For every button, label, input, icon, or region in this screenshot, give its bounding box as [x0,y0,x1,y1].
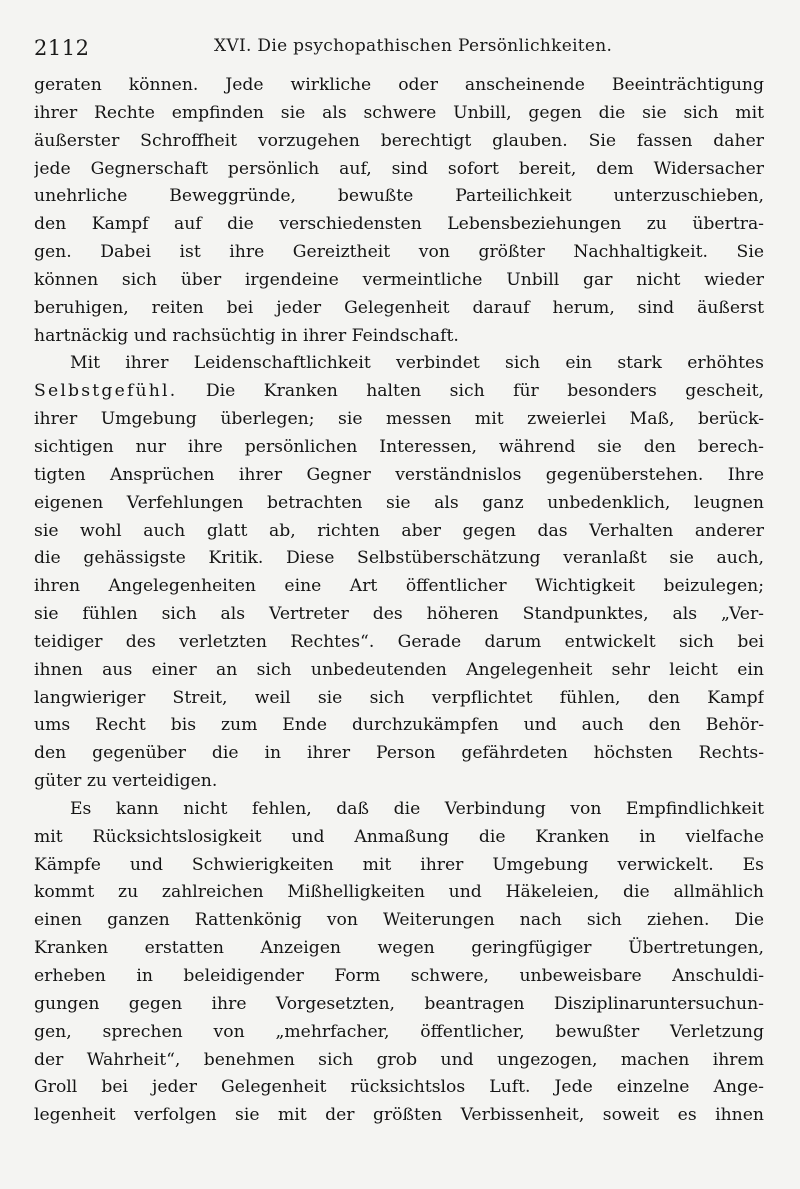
text-line: legenheit verfolgen sie mit der größten Verbissenheit, soweit es ihnen [34,1105,764,1126]
text-line: den Kampf auf die verschiedensten Lebensbeziehungen zu übertra- [34,214,764,235]
text-line: sie fühlen sich als Vertreter des höheren Standpunktes, als „Ver- [34,604,764,625]
text-line: die gehässigste Kritik. Diese Selbstüberschätzung veranlaßt sie auch, [34,548,764,569]
text-line: ihrer Rechte empfinden sie als schwere Unbill, gegen die sie sich mit [34,102,764,123]
text-line: eigenen Verfehlungen betrachten sie als ganz unbedenklich, leugnen [34,492,764,513]
text-line: langwieriger Streit, weil sie sich verpflichtet fühlen, den Kampf [34,687,764,708]
emphasized-term: Selbstgefühl. [34,381,178,402]
text-line: können sich über irgendeine vermeintliche Unbill gar nicht wieder [34,269,764,290]
paragraph-start-line: Es kann nicht fehlen, daß die Verbindung von Empfindlichkeit [70,798,764,819]
text-line: beruhigen, reiten bei jeder Gelegenheit darauf herum, sind äußerst [34,297,764,318]
text-line: gen. Dabei ist ihre Gereiztheit von größter Nachhaltigkeit. Sie [34,242,764,263]
text-line: der Wahrheit“, benehmen sich grob und ungezogen, machen ihrem [34,1049,764,1070]
text-line: äußerster Schroffheit vorzugehen berechtigt glauben. Sie fassen daher [34,130,764,151]
text-line: mit Rücksichtslosigkeit und Anmaßung die Kranken in vielfache [34,826,764,847]
text-line: Kämpfe und Schwierigkeiten mit ihrer Umgebung verwickelt. Es [34,854,764,875]
text-line: ums Recht bis zum Ende durchzukämpfen und auch den Behör- [34,715,764,736]
text-line: sichtigen nur ihre persönlichen Interessen, während sie den berech- [34,436,764,457]
text-line: unehrliche Beweggründe, bewußte Parteilichkeit unterzuschieben, [34,186,764,207]
paragraph-end-line: hartnäckig und rachsüchtig in ihrer Feindschaft. [34,325,459,346]
text-line: gungen gegen ihre Vorgesetzten, beantragen Disziplinaruntersuchun- [34,993,764,1014]
text-line-with-emphasis [34,378,764,406]
text-line: geraten können. Jede wirkliche oder anscheinende Beeinträchtigung [34,75,764,95]
paragraph-start-line: Mit ihrer Leidenschaftlichkeit verbindet sich ein stark erhöhtes [70,353,764,374]
page-header [34,34,774,62]
text-line: erheben in beleidigender Form schwere, unbeweisbare Anschuldi- [34,966,764,986]
text-line: einen ganzen Rattenkönig von Weiterungen nach sich ziehen. Die [34,910,764,931]
text-line: teidiger des verletzten Rechtes“. Gerade darum entwickelt sich bei [34,631,764,652]
text-line: Groll bei jeder Gelegenheit rücksichtslos Luft. Jede einzelne Ange- [34,1077,764,1098]
text-line: sie wohl auch glatt ab, richten aber gegen das Verhalten anderer [34,520,764,541]
text-line: Kranken erstatten Anzeigen wegen geringfügiger Übertretungen, [34,938,764,959]
text-line-rest: Die Kranken halten sich für besonders gescheit, [177,381,764,402]
text-line: gen, sprechen von „mehrfacher, öffentlicher, bewußter Verletzung [34,1021,764,1042]
paragraph-end-line: güter zu verteidigen. [34,771,218,792]
text-line: ihrer Umgebung überlegen; sie messen mit zweierlei Maß, berück- [34,409,764,430]
text-line: tigten Ansprüchen ihrer Gegner verständnislos gegenüberstehen. Ihre [34,464,764,485]
running-head: XVI. Die psychopathischen Persönlichkeiten. [214,36,613,56]
text-line: ihren Angelegenheiten eine Art öffentlicher Wichtigkeit beizulegen; [34,576,764,597]
text-line: ihnen aus einer an sich unbedeutenden Angelegenheit sehr leicht ein [34,659,764,680]
body-text [34,72,764,1130]
page-number: 2112 [34,36,90,60]
text-line: kommt zu zahlreichen Mißhelligkeiten und Häkeleien, die allmählich [34,882,764,903]
text-line: den gegenüber die in ihrer Person gefährdeten höchsten Rechts- [34,743,764,764]
text-line: jede Gegnerschaft persönlich auf, sind sofort bereit, dem Widersacher [34,158,764,179]
